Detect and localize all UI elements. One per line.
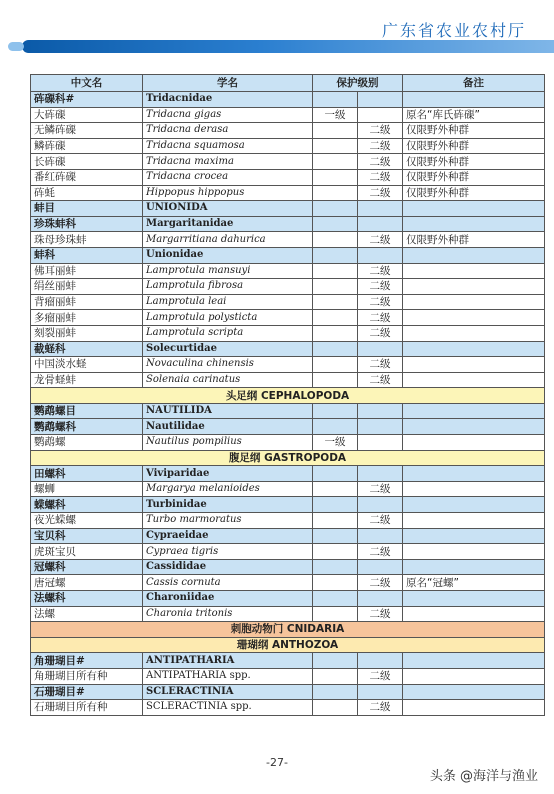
scientific-name-cell: Hippopus hippopus — [143, 185, 313, 201]
scientific-name-cell: Unionidae — [143, 247, 313, 263]
chinese-name-cell: 鳞砗磲 — [31, 138, 143, 154]
scientific-name-cell: Turbinidae — [143, 497, 313, 513]
species-row — [31, 700, 545, 716]
chinese-name-cell: 绢丝丽蚌 — [31, 279, 143, 295]
taxon-group-row — [31, 403, 545, 419]
level-one-cell — [313, 684, 358, 700]
chinese-name-cell: 背瘤丽蚌 — [31, 294, 143, 310]
taxon-band-label: 头足纲 CEPHALOPODA — [31, 388, 545, 404]
level-two-cell — [358, 216, 403, 232]
scientific-name-cell: Lamprotula mansuyi — [143, 263, 313, 279]
scientific-name-cell: Nautilidae — [143, 419, 313, 435]
level-one-cell — [313, 216, 358, 232]
taxon-group-row — [31, 247, 545, 263]
species-row — [31, 357, 545, 373]
taxon-group-row — [31, 653, 545, 669]
level-one-cell — [313, 466, 358, 482]
remarks-cell — [403, 216, 545, 232]
level-two-cell: 二级 — [358, 294, 403, 310]
taxon-band-row — [31, 450, 545, 466]
species-row — [31, 169, 545, 185]
level-one-cell — [313, 700, 358, 716]
chinese-name-cell: 珍珠蚌科 — [31, 216, 143, 232]
level-one-cell — [313, 575, 358, 591]
taxon-group-row — [31, 216, 545, 232]
chinese-name-cell: 法螺科 — [31, 591, 143, 607]
remarks-cell: 仅限野外种群 — [403, 232, 545, 248]
remarks-cell — [403, 668, 545, 684]
chinese-name-cell: 螺蛳 — [31, 481, 143, 497]
scientific-name-cell: ANTIPATHARIA — [143, 653, 313, 669]
header-decorative-bar — [22, 40, 554, 53]
species-row — [31, 154, 545, 170]
chinese-name-cell: 石珊瑚目# — [31, 684, 143, 700]
level-one-cell — [313, 341, 358, 357]
scientific-name-cell: Charonia tritonis — [143, 606, 313, 622]
chinese-name-cell: 中国淡水蛏 — [31, 357, 143, 373]
level-two-cell: 二级 — [358, 185, 403, 201]
level-two-cell — [358, 92, 403, 108]
level-one-cell — [313, 123, 358, 139]
level-two-cell — [358, 497, 403, 513]
chinese-name-cell: 石珊瑚目所有种 — [31, 700, 143, 716]
level-one-cell — [313, 606, 358, 622]
level-two-cell: 二级 — [358, 123, 403, 139]
remarks-cell — [403, 419, 545, 435]
taxon-band-label: 珊瑚纲 ANTHOZOA — [31, 637, 545, 653]
taxon-group-row — [31, 466, 545, 482]
level-two-cell: 二级 — [358, 513, 403, 529]
scientific-name-cell: Cypraea tigris — [143, 544, 313, 560]
page-number: -27- — [266, 756, 288, 769]
level-one-cell — [313, 247, 358, 263]
level-one-cell — [313, 513, 358, 529]
remarks-cell — [403, 201, 545, 217]
chinese-name-cell: 角珊瑚目所有种 — [31, 668, 143, 684]
level-one-cell: 一级 — [313, 435, 358, 451]
level-one-cell — [313, 419, 358, 435]
remarks-cell — [403, 591, 545, 607]
chinese-name-cell: 无鳞砗磲 — [31, 123, 143, 139]
taxon-band-label: 刺胞动物门 CNIDARIA — [31, 622, 545, 638]
level-two-cell: 二级 — [358, 310, 403, 326]
remarks-cell — [403, 497, 545, 513]
level-two-cell: 二级 — [358, 606, 403, 622]
species-row — [31, 279, 545, 295]
level-two-cell: 二级 — [358, 138, 403, 154]
level-one-cell — [313, 403, 358, 419]
scientific-name-cell: ANTIPATHARIA spp. — [143, 668, 313, 684]
remarks-cell: 仅限野外种群 — [403, 138, 545, 154]
scientific-name-cell: Tridacnidae — [143, 92, 313, 108]
level-two-cell — [358, 559, 403, 575]
remarks-cell — [403, 372, 545, 388]
level-one-cell — [313, 279, 358, 295]
taxon-band-row — [31, 637, 545, 653]
taxon-group-row — [31, 591, 545, 607]
scientific-name-cell: Tridacna gigas — [143, 107, 313, 123]
taxon-group-row — [31, 92, 545, 108]
taxon-band-row — [31, 388, 545, 404]
header-protection-level: 保护级别 — [313, 75, 403, 92]
remarks-cell: 仅限野外种群 — [403, 154, 545, 170]
remarks-cell — [403, 247, 545, 263]
remarks-cell: 仅限野外种群 — [403, 185, 545, 201]
scientific-name-cell: Viviparidae — [143, 466, 313, 482]
level-one-cell — [313, 263, 358, 279]
species-row — [31, 310, 545, 326]
chinese-name-cell: 大砗磲 — [31, 107, 143, 123]
remarks-cell — [403, 403, 545, 419]
scientific-name-cell: Cassididae — [143, 559, 313, 575]
scientific-name-cell: Lamprotula polysticta — [143, 310, 313, 326]
scientific-name-cell: Margaritanidae — [143, 216, 313, 232]
remarks-cell — [403, 325, 545, 341]
remarks-cell — [403, 357, 545, 373]
chinese-name-cell: 刻裂丽蚌 — [31, 325, 143, 341]
species-row — [31, 668, 545, 684]
chinese-name-cell: 角珊瑚目# — [31, 653, 143, 669]
level-one-cell — [313, 169, 358, 185]
remarks-cell: 仅限野外种群 — [403, 123, 545, 139]
level-two-cell: 二级 — [358, 575, 403, 591]
species-row — [31, 575, 545, 591]
species-row — [31, 263, 545, 279]
scientific-name-cell: Lamprotula scripta — [143, 325, 313, 341]
chinese-name-cell: 夜光蝾螺 — [31, 513, 143, 529]
remarks-cell — [403, 279, 545, 295]
taxon-group-row — [31, 684, 545, 700]
chinese-name-cell: 鹦鹉螺目 — [31, 403, 143, 419]
remarks-cell — [403, 559, 545, 575]
species-row — [31, 107, 545, 123]
header-title: 广东省农业农村厅 — [381, 21, 526, 40]
remarks-cell — [403, 310, 545, 326]
remarks-cell — [403, 544, 545, 560]
level-one-cell — [313, 528, 358, 544]
chinese-name-cell: 番红砗磲 — [31, 169, 143, 185]
level-one-cell — [313, 357, 358, 373]
scientific-name-cell: Cypraeidae — [143, 528, 313, 544]
scientific-name-cell: Tridacna derasa — [143, 123, 313, 139]
chinese-name-cell: 长砗磲 — [31, 154, 143, 170]
level-two-cell: 二级 — [358, 279, 403, 295]
species-row — [31, 138, 545, 154]
remarks-cell — [403, 684, 545, 700]
level-two-cell — [358, 528, 403, 544]
level-one-cell — [313, 232, 358, 248]
level-two-cell — [358, 653, 403, 669]
level-two-cell: 二级 — [358, 372, 403, 388]
scientific-name-cell: Tridacna squamosa — [143, 138, 313, 154]
level-one-cell — [313, 497, 358, 513]
level-two-cell: 二级 — [358, 263, 403, 279]
species-row — [31, 544, 545, 560]
chinese-name-cell: 珠母珍珠蚌 — [31, 232, 143, 248]
level-two-cell — [358, 419, 403, 435]
level-two-cell — [358, 107, 403, 123]
remarks-cell — [403, 606, 545, 622]
taxon-group-row — [31, 559, 545, 575]
level-one-cell — [313, 138, 358, 154]
scientific-name-cell: Solenaia carinatus — [143, 372, 313, 388]
level-two-cell: 二级 — [358, 668, 403, 684]
level-two-cell: 二级 — [358, 700, 403, 716]
chinese-name-cell: 虎斑宝贝 — [31, 544, 143, 560]
level-two-cell — [358, 247, 403, 263]
chinese-name-cell: 法螺 — [31, 606, 143, 622]
level-two-cell — [358, 403, 403, 419]
chinese-name-cell: 鹦鹉螺科 — [31, 419, 143, 435]
chinese-name-cell: 截蛏科 — [31, 341, 143, 357]
scientific-name-cell: Tridacna maxima — [143, 154, 313, 170]
taxon-group-row — [31, 201, 545, 217]
species-row — [31, 513, 545, 529]
scientific-name-cell: NAUTILIDA — [143, 403, 313, 419]
level-two-cell: 二级 — [358, 154, 403, 170]
level-one-cell — [313, 154, 358, 170]
level-one-cell — [313, 325, 358, 341]
chinese-name-cell: 多瘤丽蚌 — [31, 310, 143, 326]
taxon-group-row — [31, 419, 545, 435]
chinese-name-cell: 蚌科 — [31, 247, 143, 263]
scientific-name-cell: Novaculina chinensis — [143, 357, 313, 373]
level-one-cell — [313, 653, 358, 669]
remarks-cell — [403, 513, 545, 529]
remarks-cell — [403, 653, 545, 669]
level-one-cell — [313, 92, 358, 108]
scientific-name-cell: Tridacna crocea — [143, 169, 313, 185]
level-one-cell — [313, 559, 358, 575]
chinese-name-cell: 蚌目 — [31, 201, 143, 217]
scientific-name-cell: Solecurtidae — [143, 341, 313, 357]
table-header-row — [31, 75, 545, 92]
chinese-name-cell: 田螺科 — [31, 466, 143, 482]
taxon-band-label: 腹足纲 GASTROPODA — [31, 450, 545, 466]
scientific-name-cell: Charoniidae — [143, 591, 313, 607]
level-one-cell — [313, 591, 358, 607]
header-scientific-name: 学名 — [143, 75, 313, 92]
chinese-name-cell: 鹦鹉螺 — [31, 435, 143, 451]
level-two-cell — [358, 201, 403, 217]
protected-species-table — [30, 74, 545, 716]
chinese-name-cell: 蝾螺科 — [31, 497, 143, 513]
remarks-cell — [403, 528, 545, 544]
taxon-group-row — [31, 341, 545, 357]
level-one-cell — [313, 544, 358, 560]
chinese-name-cell: 宝贝科 — [31, 528, 143, 544]
level-two-cell — [358, 341, 403, 357]
species-row — [31, 435, 545, 451]
remarks-cell — [403, 92, 545, 108]
scientific-name-cell: Nautilus pompilius — [143, 435, 313, 451]
level-one-cell — [313, 185, 358, 201]
remarks-cell — [403, 294, 545, 310]
level-two-cell: 二级 — [358, 357, 403, 373]
scientific-name-cell: SCLERACTINIA spp. — [143, 700, 313, 716]
chinese-name-cell: 冠螺科 — [31, 559, 143, 575]
species-row — [31, 294, 545, 310]
species-row — [31, 123, 545, 139]
level-two-cell — [358, 435, 403, 451]
chinese-name-cell: 唐冠螺 — [31, 575, 143, 591]
scientific-name-cell: UNIONIDA — [143, 201, 313, 217]
remarks-cell — [403, 481, 545, 497]
taxon-group-row — [31, 528, 545, 544]
taxon-group-row — [31, 497, 545, 513]
level-two-cell: 二级 — [358, 544, 403, 560]
remarks-cell — [403, 341, 545, 357]
chinese-name-cell: 佛耳丽蚌 — [31, 263, 143, 279]
chinese-name-cell: 龙骨蛏蚌 — [31, 372, 143, 388]
header-remarks: 备注 — [403, 75, 545, 92]
chinese-name-cell: 砗磲科# — [31, 92, 143, 108]
level-one-cell — [313, 372, 358, 388]
level-one-cell — [313, 310, 358, 326]
species-row — [31, 606, 545, 622]
chinese-name-cell: 砗蚝 — [31, 185, 143, 201]
scientific-name-cell: Lamprotula leai — [143, 294, 313, 310]
level-two-cell — [358, 466, 403, 482]
level-one-cell: 一级 — [313, 107, 358, 123]
level-one-cell — [313, 294, 358, 310]
level-two-cell: 二级 — [358, 481, 403, 497]
scientific-name-cell: Lamprotula fibrosa — [143, 279, 313, 295]
header-chinese-name: 中文名 — [31, 75, 143, 92]
remarks-cell: 原名“库氏砗磲” — [403, 107, 545, 123]
scientific-name-cell: Turbo marmoratus — [143, 513, 313, 529]
species-row — [31, 232, 545, 248]
species-row — [31, 372, 545, 388]
remarks-cell — [403, 435, 545, 451]
level-two-cell: 二级 — [358, 169, 403, 185]
species-row — [31, 481, 545, 497]
level-one-cell — [313, 201, 358, 217]
taxon-band-row — [31, 622, 545, 638]
scientific-name-cell: SCLERACTINIA — [143, 684, 313, 700]
scientific-name-cell: Margarya melanioides — [143, 481, 313, 497]
level-one-cell — [313, 668, 358, 684]
remarks-cell: 仅限野外种群 — [403, 169, 545, 185]
remarks-cell: 原名“冠螺” — [403, 575, 545, 591]
level-two-cell — [358, 684, 403, 700]
level-two-cell: 二级 — [358, 325, 403, 341]
level-one-cell — [313, 481, 358, 497]
species-row — [31, 185, 545, 201]
scientific-name-cell: Cassis cornuta — [143, 575, 313, 591]
remarks-cell — [403, 700, 545, 716]
level-two-cell — [358, 591, 403, 607]
remarks-cell — [403, 263, 545, 279]
scientific-name-cell: Margarritiana dahurica — [143, 232, 313, 248]
watermark: 头条 @海洋与渔业 — [429, 769, 538, 784]
level-two-cell: 二级 — [358, 232, 403, 248]
remarks-cell — [403, 466, 545, 482]
species-row — [31, 325, 545, 341]
